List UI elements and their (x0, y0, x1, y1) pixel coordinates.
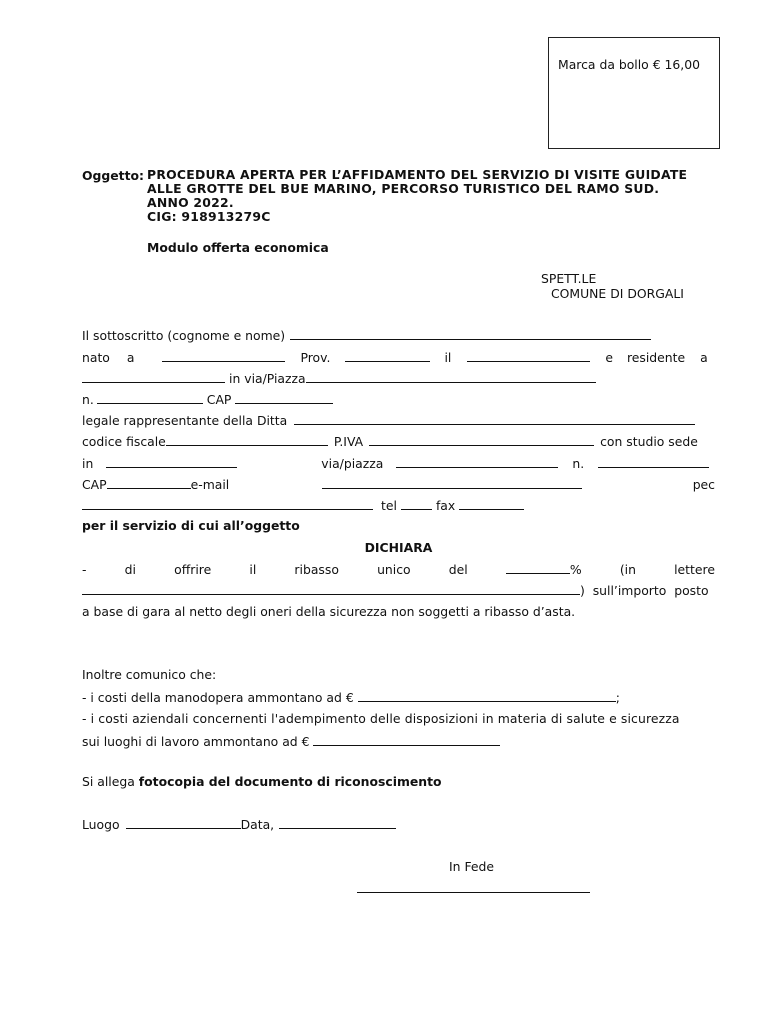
offer-line-1 (82, 561, 715, 577)
attachment-line (82, 774, 442, 789)
form-line-birth (82, 349, 715, 365)
dichiara-heading: DICHIARA (364, 540, 433, 555)
label-fax: fax (435, 498, 456, 513)
subject-line-1: PROCEDURA APERTA PER L’AFFIDAMENTO DEL SERVIZIO DI VISITE GUIDATE (147, 167, 688, 182)
recipient-line-1: SPETT.LE (541, 271, 597, 286)
label-via-piazza-sede: via/piazza (321, 456, 384, 471)
label-nato: nato (82, 350, 110, 365)
place-date-line (82, 816, 715, 832)
field-costi-manodopera[interactable] (358, 700, 616, 702)
label-cap: CAP (206, 392, 232, 407)
label-tel: tel (381, 498, 397, 513)
form-line-contacts (82, 476, 715, 492)
field-via-sede[interactable] (396, 466, 558, 468)
offer-word-il: il (249, 562, 257, 577)
subject-cig: CIG: 918913279C (147, 209, 271, 224)
field-tel[interactable] (401, 508, 432, 510)
form-line-tax (82, 433, 715, 449)
offer-close-text: ) sull’importo posto (580, 583, 709, 598)
offer-word-ribasso: ribasso (294, 562, 339, 577)
label-in: in (82, 456, 94, 471)
label-legale-rappresentante: legale rappresentante della Ditta (82, 413, 288, 428)
form-line-name (82, 327, 715, 343)
field-ribasso-lettere[interactable] (82, 593, 580, 595)
label-cap-sede: CAP (82, 477, 107, 492)
label-sottoscritto: Il sottoscritto (cognome e nome) (82, 328, 286, 343)
subject-line-3: ANNO 2022. (147, 195, 234, 210)
subject-label: Oggetto: (82, 168, 144, 183)
offer-percent: % (569, 562, 582, 577)
communication-intro: Inoltre comunico che: (82, 667, 217, 682)
label-prov: Prov. (300, 350, 331, 365)
offer-line-2 (82, 582, 715, 598)
label-codice-fiscale: codice fiscale (82, 434, 166, 449)
field-costi-sicurezza[interactable] (313, 744, 500, 746)
field-codice-fiscale[interactable] (166, 444, 328, 446)
field-comune-sede[interactable] (106, 466, 237, 468)
label-n: n. (82, 392, 94, 407)
offer-dash: - (82, 562, 87, 577)
signature-line[interactable] (357, 892, 590, 893)
field-luogo-nascita[interactable] (162, 360, 285, 362)
form-line-phone (82, 497, 715, 513)
communication-item-1 (82, 689, 715, 705)
stamp-label: Marca da bollo € 16,00 (558, 57, 700, 72)
revenue-stamp-box (548, 37, 720, 149)
label-email: e-mail (190, 477, 230, 492)
field-data-nascita[interactable] (467, 360, 590, 362)
label-piva: P.IVA (333, 434, 364, 449)
form-line-office (82, 455, 715, 471)
field-fax[interactable] (459, 508, 524, 510)
label-data: Data, (240, 817, 275, 832)
label-il: il (444, 350, 452, 365)
offer-word-in: (in (619, 562, 636, 577)
offer-word-offrire: offrire (174, 562, 212, 577)
label-n-sede: n. (572, 456, 585, 471)
field-ribasso-percent[interactable] (506, 572, 570, 574)
label-costi-sicurezza: sui luoghi di lavoro ammontano ad € (82, 734, 310, 749)
field-ditta[interactable] (294, 423, 695, 425)
label-in-via: in via/Piazza (229, 371, 306, 386)
field-email[interactable] (322, 487, 582, 489)
label-a-residente: a (700, 350, 708, 365)
attachment-prefix: Si allega (82, 774, 135, 789)
label-luogo: Luogo (82, 817, 120, 832)
field-provincia[interactable] (345, 360, 430, 362)
field-pec[interactable] (82, 508, 373, 510)
label-pec: pec (692, 477, 715, 492)
field-cognome-nome[interactable] (290, 338, 651, 340)
semicolon: ; (615, 690, 620, 705)
field-via-piazza[interactable] (306, 381, 596, 383)
label-e: e (605, 350, 613, 365)
field-piva[interactable] (369, 444, 594, 446)
communication-item-2b (82, 733, 715, 749)
field-cap-sede[interactable] (107, 487, 191, 489)
form-line-legal-rep (82, 412, 715, 428)
field-cap[interactable] (235, 402, 333, 404)
field-numero-civico[interactable] (97, 402, 203, 404)
signature-label: In Fede (449, 859, 495, 874)
offer-word-unico: unico (377, 562, 411, 577)
field-data[interactable] (279, 827, 396, 829)
form-line-number-cap (82, 391, 715, 407)
communication-item-2: - i costi aziendali concernenti l'adempimento delle disposizioni in materia di salute e sicurezza (82, 711, 680, 726)
recipient-line-2: COMUNE DI DORGALI (551, 286, 684, 301)
field-luogo[interactable] (126, 827, 241, 829)
offer-word-lettere: lettere (674, 562, 715, 577)
field-numero-sede[interactable] (598, 466, 709, 468)
offer-word-del: del (448, 562, 468, 577)
module-title: Modulo offerta economica (147, 240, 329, 255)
label-costi-manodopera: - i costi della manodopera ammontano ad € (82, 690, 354, 705)
label-con-studio-sede: con studio sede (600, 434, 698, 449)
label-residente: residente (626, 350, 686, 365)
form-line-address (82, 370, 715, 386)
offer-line-3: a base di gara al netto degli oneri della sicurezza non soggetti a ribasso d’asta. (82, 604, 576, 619)
label-a: a (126, 350, 135, 365)
service-line: per il servizio di cui all’oggetto (82, 518, 300, 533)
field-comune-residenza[interactable] (82, 381, 225, 383)
subject-line-2: ALLE GROTTE DEL BUE MARINO, PERCORSO TURISTICO DEL RAMO SUD. (147, 181, 660, 196)
offer-word-di: di (124, 562, 136, 577)
attachment-bold: fotocopia del documento di riconoscimento (138, 774, 442, 789)
